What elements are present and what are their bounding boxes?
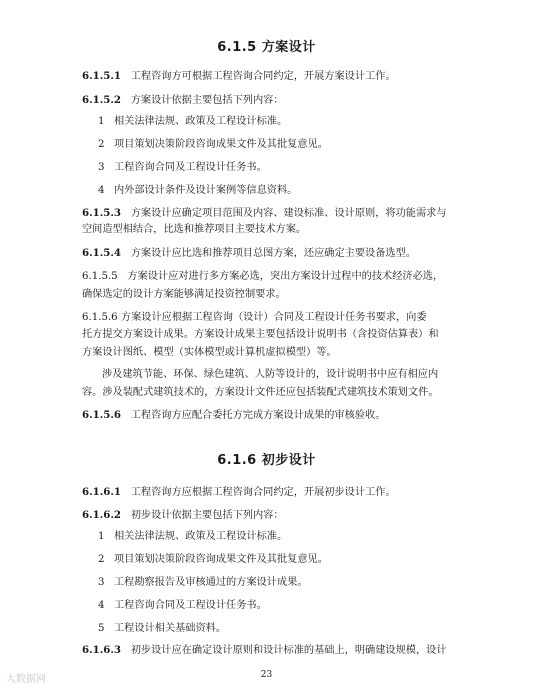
clause-number: 6.1.5.1 [82, 70, 121, 82]
clause-number: 6.1.5.2 [82, 94, 121, 106]
list-item [98, 138, 328, 152]
list-text: 工程勘察报告及审核通过的方案设计成果。 [114, 577, 308, 588]
list-item [98, 576, 308, 590]
list-text: 工程咨询合同及工程设计任务书。 [114, 162, 267, 173]
list-text: 项目策划决策阶段咨询成果文件及其批复意见。 [114, 554, 328, 565]
clause-number: 6.1.6.2 [82, 509, 121, 521]
clause-text: 初步设计应在确定设计原则和设计标准的基础上，明确建设规模，设计 [130, 645, 447, 656]
clause-6-1-6-2 [82, 508, 284, 523]
list-text: 工程设计相关基础资料。 [114, 623, 227, 634]
clause-number: 6.1.5.4 [82, 247, 121, 259]
clause-number: 6.1.5.6 [82, 409, 121, 421]
clause-6-1-5-1 [82, 69, 396, 84]
clause-6-1-6-1 [82, 485, 396, 500]
clause-text: 方案设计应对进行多方案必选，突出方案设计过程中的技术经济必选， [127, 271, 444, 282]
clause-text: 方案设计依据主要包括下列内容： [130, 95, 284, 106]
list-item [98, 115, 287, 129]
clause-text: 工程咨询方应配合委托方完成方案设计成果的审核验收。 [130, 410, 386, 421]
clause-6-1-5-6-b [82, 408, 385, 423]
clause-number: 6.1.6.1 [82, 486, 121, 498]
clause-6-1-5-6-a: 6.1.5.6 方案设计应根据工程咨询（设计）合同及工程设计任务书要求，向委 [82, 312, 427, 323]
clause-number: 6.1.5.3 [82, 207, 121, 219]
paragraph-text: 涉及建筑节能、环保、绿色建筑、人防等设计的，设计说明书中应有相应内 [102, 369, 439, 380]
list-number: 2 [98, 139, 105, 150]
list-text: 工程咨询合同及工程设计任务书。 [114, 600, 267, 611]
clause-number: 6.1.5.5 [82, 271, 118, 282]
list-number: 5 [98, 623, 105, 634]
clause-text-continued: 托方提交方案设计成果。方案设计成果主要包括设计说明书（含投资估算表）和 [82, 329, 439, 340]
clause-6-1-6-3 [82, 643, 447, 658]
clause-text: 工程咨询方应根据工程咨询合同约定，开展初步设计工作。 [130, 487, 396, 498]
clause-text: 方案设计应比选和推荐项目总图方案，还应确定主要设备选型。 [130, 248, 416, 259]
clause-6-1-5-3 [82, 206, 447, 221]
list-text: 项目策划决策阶段咨询成果文件及其批复意见。 [114, 139, 328, 150]
page-number: 23 [260, 670, 273, 680]
clause-number: 6.1.6.3 [82, 644, 121, 656]
list-item [98, 530, 287, 544]
list-number: 1 [98, 531, 105, 542]
clause-6-1-5-5 [82, 270, 443, 284]
list-text: 相关法律法规、政策及工程设计标准。 [114, 531, 288, 542]
section-heading-scheme-design: 6.1.5 方案设计 [217, 40, 316, 55]
clause-text: 方案设计应确定项目范围及内容、建设标准、设计原则，将功能需求与 [130, 208, 447, 219]
list-text: 内外部设计条件及设计案例等信息资料。 [114, 185, 298, 196]
clause-6-1-5-4 [82, 246, 416, 261]
list-item [98, 622, 226, 636]
clause-6-1-5-2 [82, 93, 284, 108]
clause-text-continued: 确保选定的设计方案能够满足投资控制要求。 [82, 289, 286, 300]
list-item [98, 553, 328, 567]
list-item [98, 184, 297, 198]
section-heading-preliminary-design: 6.1.6 初步设计 [217, 453, 316, 468]
watermark: 大数据网 [6, 674, 46, 685]
list-number: 4 [98, 185, 105, 196]
clause-text: 初步设计依据主要包括下列内容： [130, 510, 284, 521]
list-text: 相关法律法规、政策及工程设计标准。 [114, 116, 288, 127]
clause-text-continued: 空间造型相结合，比选和推荐项目主要技术方案。 [82, 224, 307, 235]
paragraph-text-continued: 容。涉及装配式建筑技术的，方案设计文件还应包括装配式建筑技术策划文件。 [82, 387, 439, 398]
clause-text-continued: 方案设计图纸、模型（实体模型或计算机虚拟模型）等。 [82, 347, 337, 358]
list-number: 3 [98, 577, 105, 588]
list-number: 1 [98, 116, 105, 127]
list-number: 4 [98, 600, 105, 611]
list-item [98, 599, 267, 613]
clause-text: 工程咨询方可根据工程咨询合同约定，开展方案设计工作。 [130, 71, 396, 82]
list-number: 2 [98, 554, 105, 565]
list-number: 3 [98, 162, 105, 173]
list-item [98, 161, 267, 175]
